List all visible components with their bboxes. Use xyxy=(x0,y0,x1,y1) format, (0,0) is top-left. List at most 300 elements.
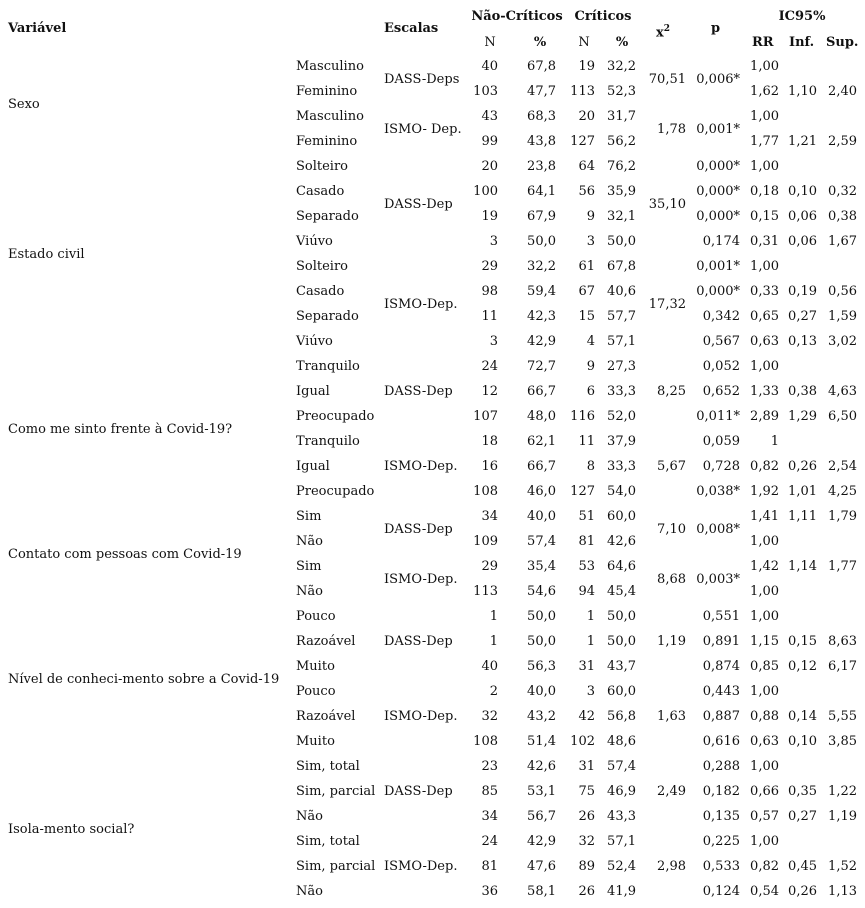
pct-nao-criticos-cell: 35,4 xyxy=(527,559,556,574)
category-cell: Solteiro xyxy=(296,259,349,274)
scale-label: ISMO-Dep. xyxy=(384,859,458,874)
chi-square-cell: 2,98 xyxy=(657,859,686,874)
n-nao-criticos-cell: 3 xyxy=(489,334,498,349)
rr-cell: 1,33 xyxy=(750,384,779,399)
n-criticos-cell: 1 xyxy=(586,634,595,649)
ic-inf-cell xyxy=(785,529,817,554)
rr-cell: 1,00 xyxy=(750,59,779,74)
pct-nao-criticos-cell: 42,9 xyxy=(527,334,556,349)
p-value-cell: 0,342 xyxy=(702,309,740,324)
ic-sup-cell xyxy=(822,354,857,379)
rr-cell: 1,00 xyxy=(750,259,779,274)
pct-nao-criticos-cell: 47,6 xyxy=(527,859,556,874)
n-criticos-cell: 127 xyxy=(570,134,595,149)
chi-square-cell: 35,10 xyxy=(648,196,686,212)
variable-label: Contato com pessoas com Covid-19 xyxy=(8,546,242,562)
ic-sup-cell: 1,77 xyxy=(828,559,857,574)
rr-cell: 1 xyxy=(770,434,779,449)
header-pct-nao-criticos: % xyxy=(533,35,547,50)
category-cell: Razoável xyxy=(296,634,356,649)
n-criticos-cell: 89 xyxy=(578,859,595,874)
p-value-cell: 0,052 xyxy=(702,359,740,374)
ic-sup-cell: 1,19 xyxy=(828,809,857,824)
n-nao-criticos-cell: 29 xyxy=(481,559,498,574)
rr-cell: 0,33 xyxy=(750,284,779,299)
ic-inf-cell xyxy=(785,429,817,454)
chi-square-cell: 2,49 xyxy=(657,784,686,799)
pct-criticos-cell: 46,9 xyxy=(607,784,636,799)
ic-sup-cell xyxy=(822,604,857,629)
pct-nao-criticos-cell: 43,2 xyxy=(527,709,556,724)
p-value-cell: 0,551 xyxy=(702,609,740,624)
p-value-cell: 0,000* xyxy=(696,159,740,174)
n-criticos-cell: 4 xyxy=(586,334,595,349)
pct-criticos-cell: 43,3 xyxy=(607,809,636,824)
ic-inf-cell: 0,27 xyxy=(788,809,817,824)
ic-sup-cell: 3,85 xyxy=(828,734,857,749)
chi-square-cell: 1,63 xyxy=(657,709,686,724)
rr-cell: 0,15 xyxy=(750,209,779,224)
header-n-nao-criticos: N xyxy=(484,35,496,50)
n-nao-criticos-cell: 108 xyxy=(473,734,498,749)
category-cell: Sim, total xyxy=(296,834,360,849)
chi-square-cell: 70,51 xyxy=(648,71,686,87)
header-inf: Inf. xyxy=(789,35,815,50)
rr-cell: 0,66 xyxy=(750,784,779,799)
category-cell: Tranquilo xyxy=(296,359,360,374)
n-nao-criticos-cell: 34 xyxy=(481,509,498,524)
n-nao-criticos-cell: 81 xyxy=(481,859,498,874)
pct-nao-criticos-cell: 50,0 xyxy=(527,234,556,249)
pct-nao-criticos-cell: 46,0 xyxy=(527,484,556,499)
variable-label: Sexo xyxy=(8,96,40,112)
n-criticos-cell: 31 xyxy=(578,659,595,674)
pct-nao-criticos-cell: 40,0 xyxy=(527,509,556,524)
scale-label: ISMO-Dep. xyxy=(384,459,458,474)
n-criticos-cell: 51 xyxy=(578,509,595,524)
pct-nao-criticos-cell: 51,4 xyxy=(527,734,556,749)
pct-criticos-cell: 33,3 xyxy=(607,384,636,399)
n-criticos-cell: 75 xyxy=(578,784,595,799)
n-criticos-cell: 61 xyxy=(578,259,595,274)
ic-sup-cell: 5,55 xyxy=(828,709,857,724)
pct-criticos-cell: 57,7 xyxy=(607,309,636,324)
pct-criticos-cell: 31,7 xyxy=(607,109,636,124)
ic-inf-cell xyxy=(785,154,817,179)
n-nao-criticos-cell: 100 xyxy=(473,184,498,199)
ic-sup-cell: 4,63 xyxy=(828,384,857,399)
category-cell: Igual xyxy=(296,459,330,474)
pct-nao-criticos-cell: 48,0 xyxy=(527,409,556,424)
n-nao-criticos-cell: 23 xyxy=(481,759,498,774)
n-nao-criticos-cell: 3 xyxy=(489,234,498,249)
rr-cell: 1,92 xyxy=(750,484,779,499)
category-cell: Viúvo xyxy=(296,334,333,349)
category-cell: Não xyxy=(296,534,323,549)
n-criticos-cell: 1 xyxy=(586,609,595,624)
variable-label: Nível de conheci-mento sobre a Covid-19 xyxy=(8,671,280,687)
chi-square-cell: 1,78 xyxy=(657,121,686,137)
pct-criticos-cell: 56,8 xyxy=(607,709,636,724)
pct-criticos-cell: 60,0 xyxy=(607,509,636,524)
pct-nao-criticos-cell: 66,7 xyxy=(527,384,556,399)
rr-cell: 1,00 xyxy=(750,359,779,374)
chi-square-cell: 5,67 xyxy=(657,459,686,474)
rr-cell: 0,85 xyxy=(750,659,779,674)
n-nao-criticos-cell: 99 xyxy=(481,134,498,149)
chi-square-cell: 1,19 xyxy=(657,634,686,649)
ic-sup-cell xyxy=(822,254,857,279)
ic-inf-cell xyxy=(785,579,817,604)
header-sup: Sup. xyxy=(826,35,859,50)
pct-criticos-cell: 52,3 xyxy=(607,84,636,99)
rr-cell: 0,82 xyxy=(750,859,779,874)
pct-nao-criticos-cell: 42,6 xyxy=(527,759,556,774)
category-cell: Preocupado xyxy=(296,409,375,424)
n-criticos-cell: 9 xyxy=(586,209,595,224)
variable-label: Isola-mento social? xyxy=(8,821,135,837)
n-criticos-cell: 113 xyxy=(570,84,595,99)
pct-criticos-cell: 67,8 xyxy=(607,259,636,274)
ic-sup-cell: 1,79 xyxy=(828,509,857,524)
header-ic95: IC95% xyxy=(778,9,826,24)
pct-nao-criticos-cell: 67,8 xyxy=(527,59,556,74)
scale-label: DASS-Deps xyxy=(384,71,460,87)
n-nao-criticos-cell: 107 xyxy=(473,409,498,424)
category-cell: Pouco xyxy=(296,609,336,624)
p-value-cell: 0,288 xyxy=(702,759,740,774)
p-value-cell: 0,728 xyxy=(702,459,740,474)
category-cell: Separado xyxy=(296,209,359,224)
rr-cell: 1,00 xyxy=(750,834,779,849)
n-nao-criticos-cell: 108 xyxy=(473,484,498,499)
n-criticos-cell: 64 xyxy=(578,159,595,174)
pct-nao-criticos-cell: 56,3 xyxy=(527,659,556,674)
pct-criticos-cell: 43,7 xyxy=(607,659,636,674)
ic-sup-cell: 4,25 xyxy=(828,484,857,499)
ic-sup-cell: 2,59 xyxy=(828,134,857,149)
ic-inf-cell: 0,06 xyxy=(788,234,817,249)
category-cell: Muito xyxy=(296,734,335,749)
ic-sup-cell: 0,38 xyxy=(828,209,857,224)
n-criticos-cell: 81 xyxy=(578,534,595,549)
n-nao-criticos-cell: 19 xyxy=(481,209,498,224)
p-value-cell: 0,000* xyxy=(696,284,740,299)
ic-inf-cell: 1,21 xyxy=(788,134,817,149)
ic-inf-cell: 0,26 xyxy=(788,459,817,474)
p-value-cell: 0,006* xyxy=(696,71,740,87)
n-nao-criticos-cell: 32 xyxy=(481,709,498,724)
ic-inf-cell: 1,10 xyxy=(788,84,817,99)
pct-nao-criticos-cell: 68,3 xyxy=(527,109,556,124)
header-nao-criticos: Não-Críticos xyxy=(471,9,563,24)
category-cell: Masculino xyxy=(296,109,364,124)
ic-inf-cell: 0,06 xyxy=(788,209,817,224)
p-value-cell: 0,652 xyxy=(702,384,740,399)
ic-sup-cell xyxy=(822,104,857,129)
pct-criticos-cell: 64,6 xyxy=(607,559,636,574)
chi-square-cell: 7,10 xyxy=(657,521,686,537)
scale-label: DASS-Dep xyxy=(384,196,453,212)
n-nao-criticos-cell: 2 xyxy=(489,684,498,699)
n-nao-criticos-cell: 98 xyxy=(481,284,498,299)
p-value-cell: 0,011* xyxy=(696,409,740,424)
ic-sup-cell xyxy=(822,429,857,454)
pct-nao-criticos-cell: 59,4 xyxy=(527,284,556,299)
n-criticos-cell: 26 xyxy=(578,884,595,899)
n-criticos-cell: 26 xyxy=(578,809,595,824)
ic-sup-cell: 1,22 xyxy=(828,784,857,799)
n-nao-criticos-cell: 18 xyxy=(481,434,498,449)
ic-sup-cell xyxy=(822,54,857,79)
n-nao-criticos-cell: 11 xyxy=(481,309,498,324)
scale-label: DASS-Dep xyxy=(384,521,453,537)
header-pct-criticos: % xyxy=(615,35,629,50)
n-criticos-cell: 9 xyxy=(586,359,595,374)
pct-nao-criticos-cell: 62,1 xyxy=(527,434,556,449)
pct-nao-criticos-cell: 58,1 xyxy=(527,884,556,899)
pct-nao-criticos-cell: 50,0 xyxy=(527,609,556,624)
n-nao-criticos-cell: 40 xyxy=(481,59,498,74)
p-value-cell: 0,001* xyxy=(696,259,740,274)
ic-sup-cell: 0,32 xyxy=(828,184,857,199)
header-n-criticos: N xyxy=(578,35,590,50)
pct-criticos-cell: 37,9 xyxy=(607,434,636,449)
ic-sup-cell: 2,40 xyxy=(828,84,857,99)
variable-label: Como me sinto frente à Covid-19? xyxy=(8,421,233,437)
ic-sup-cell: 8,63 xyxy=(828,634,857,649)
n-criticos-cell: 94 xyxy=(578,584,595,599)
ic-inf-cell: 0,15 xyxy=(788,634,817,649)
ic-inf-cell: 0,13 xyxy=(788,334,817,349)
ic-sup-cell: 1,52 xyxy=(828,859,857,874)
ic-sup-cell: 1,67 xyxy=(828,234,857,249)
pct-criticos-cell: 52,0 xyxy=(607,409,636,424)
ic-inf-cell xyxy=(785,104,817,129)
pct-criticos-cell: 50,0 xyxy=(607,234,636,249)
n-nao-criticos-cell: 16 xyxy=(481,459,498,474)
ic-inf-cell xyxy=(785,254,817,279)
rr-cell: 1,15 xyxy=(750,634,779,649)
ic-sup-cell xyxy=(822,579,857,604)
ic-sup-cell: 3,02 xyxy=(828,334,857,349)
n-nao-criticos-cell: 20 xyxy=(481,159,498,174)
p-value-cell: 0,443 xyxy=(702,684,740,699)
scale-label: ISMO- Dep. xyxy=(384,121,462,137)
ic-inf-cell: 0,26 xyxy=(788,884,817,899)
category-cell: Feminino xyxy=(296,134,358,149)
scale-label: DASS-Dep xyxy=(384,384,453,399)
n-criticos-cell: 42 xyxy=(578,709,595,724)
n-criticos-cell: 32 xyxy=(578,834,595,849)
ic-inf-cell xyxy=(785,754,817,779)
pct-criticos-cell: 48,6 xyxy=(607,734,636,749)
ic-inf-cell: 0,19 xyxy=(788,284,817,299)
category-cell: Sim xyxy=(296,509,322,524)
p-value-cell: 0,038* xyxy=(696,484,740,499)
n-criticos-cell: 102 xyxy=(570,734,595,749)
rr-cell: 0,57 xyxy=(750,809,779,824)
ic-sup-cell: 1,59 xyxy=(828,309,857,324)
ic-inf-cell xyxy=(785,679,817,704)
n-criticos-cell: 56 xyxy=(578,184,595,199)
ic-inf-cell: 1,11 xyxy=(788,509,817,524)
n-nao-criticos-cell: 12 xyxy=(481,384,498,399)
ic-inf-cell xyxy=(785,354,817,379)
n-nao-criticos-cell: 34 xyxy=(481,809,498,824)
category-cell: Masculino xyxy=(296,59,364,74)
pct-criticos-cell: 32,2 xyxy=(607,59,636,74)
pct-nao-criticos-cell: 56,7 xyxy=(527,809,556,824)
n-criticos-cell: 127 xyxy=(570,484,595,499)
category-cell: Viúvo xyxy=(296,234,333,249)
n-nao-criticos-cell: 85 xyxy=(481,784,498,799)
pct-criticos-cell: 45,4 xyxy=(607,584,636,599)
pct-nao-criticos-cell: 23,8 xyxy=(527,159,556,174)
pct-criticos-cell: 52,4 xyxy=(607,859,636,874)
pct-nao-criticos-cell: 40,0 xyxy=(527,684,556,699)
variable-label: Estado civil xyxy=(8,246,85,262)
scale-label: ISMO-Dep. xyxy=(384,571,458,587)
n-criticos-cell: 20 xyxy=(578,109,595,124)
rr-cell: 1,00 xyxy=(750,684,779,699)
rr-cell: 0,18 xyxy=(750,184,779,199)
category-cell: Não xyxy=(296,809,323,824)
pct-nao-criticos-cell: 43,8 xyxy=(527,134,556,149)
rr-cell: 0,63 xyxy=(750,734,779,749)
pct-nao-criticos-cell: 42,3 xyxy=(527,309,556,324)
ic-sup-cell xyxy=(822,754,857,779)
category-cell: Sim, parcial xyxy=(296,784,376,799)
chi-square-cell: 17,32 xyxy=(648,296,686,312)
rr-cell: 1,77 xyxy=(750,134,779,149)
ic-sup-cell: 2,54 xyxy=(828,459,857,474)
n-nao-criticos-cell: 1 xyxy=(489,609,498,624)
p-value-cell: 0,135 xyxy=(702,809,740,824)
p-value-cell: 0,174 xyxy=(702,234,740,249)
p-value-cell: 0,874 xyxy=(702,659,740,674)
n-criticos-cell: 53 xyxy=(578,559,595,574)
pct-nao-criticos-cell: 50,0 xyxy=(527,634,556,649)
header-escalas: Escalas xyxy=(384,21,439,36)
header-p: p xyxy=(711,21,721,36)
n-nao-criticos-cell: 1 xyxy=(489,634,498,649)
pct-criticos-cell: 42,6 xyxy=(607,534,636,549)
category-cell: Razoável xyxy=(296,709,356,724)
ic-inf-cell: 1,14 xyxy=(788,559,817,574)
ic-sup-cell xyxy=(822,154,857,179)
ic-inf-cell: 0,35 xyxy=(788,784,817,799)
chi-square-cell: 8,25 xyxy=(657,384,686,399)
scale-label: ISMO-Dep. xyxy=(384,296,458,312)
pct-nao-criticos-cell: 42,9 xyxy=(527,834,556,849)
n-nao-criticos-cell: 103 xyxy=(473,84,498,99)
rr-cell: 0,31 xyxy=(750,234,779,249)
pct-criticos-cell: 50,0 xyxy=(607,634,636,649)
p-value-cell: 0,891 xyxy=(702,634,740,649)
ic-inf-cell: 0,38 xyxy=(788,384,817,399)
pct-criticos-cell: 50,0 xyxy=(607,609,636,624)
pct-criticos-cell: 76,2 xyxy=(607,159,636,174)
rr-cell: 1,00 xyxy=(750,609,779,624)
ic-inf-cell xyxy=(785,829,817,854)
n-nao-criticos-cell: 24 xyxy=(481,359,498,374)
header-variavel: Variável xyxy=(8,21,67,36)
n-criticos-cell: 3 xyxy=(586,234,595,249)
ic-inf-cell xyxy=(785,54,817,79)
rr-cell: 0,54 xyxy=(750,884,779,899)
pct-criticos-cell: 60,0 xyxy=(607,684,636,699)
header-chi-square: $x^2$ xyxy=(656,24,671,41)
pct-criticos-cell: 32,1 xyxy=(607,209,636,224)
ic-sup-cell xyxy=(822,829,857,854)
category-cell: Separado xyxy=(296,309,359,324)
ic-inf-cell: 0,27 xyxy=(788,309,817,324)
ic-sup-cell: 6,17 xyxy=(828,659,857,674)
n-criticos-cell: 8 xyxy=(586,459,595,474)
rr-cell: 1,00 xyxy=(750,584,779,599)
p-value-cell: 0,000* xyxy=(696,184,740,199)
pct-criticos-cell: 33,3 xyxy=(607,459,636,474)
rr-cell: 1,00 xyxy=(750,109,779,124)
category-cell: Tranquilo xyxy=(296,434,360,449)
n-criticos-cell: 6 xyxy=(586,384,595,399)
pct-criticos-cell: 40,6 xyxy=(607,284,636,299)
category-cell: Sim, total xyxy=(296,759,360,774)
p-value-cell: 0,003* xyxy=(696,571,740,587)
n-nao-criticos-cell: 40 xyxy=(481,659,498,674)
p-value-cell: 0,616 xyxy=(702,734,740,749)
p-value-cell: 0,124 xyxy=(702,884,740,899)
category-cell: Sim, parcial xyxy=(296,859,376,874)
pct-criticos-cell: 57,4 xyxy=(607,759,636,774)
pct-criticos-cell: 54,0 xyxy=(607,484,636,499)
n-nao-criticos-cell: 24 xyxy=(481,834,498,849)
pct-nao-criticos-cell: 67,9 xyxy=(527,209,556,224)
category-cell: Não xyxy=(296,884,323,899)
ic-sup-cell xyxy=(822,529,857,554)
pct-nao-criticos-cell: 54,6 xyxy=(527,584,556,599)
pct-nao-criticos-cell: 72,7 xyxy=(527,359,556,374)
p-value-cell: 0,533 xyxy=(702,859,740,874)
p-value-cell: 0,000* xyxy=(696,209,740,224)
p-value-cell: 0,008* xyxy=(696,521,740,537)
rr-cell: 1,41 xyxy=(750,509,779,524)
ic-sup-cell xyxy=(822,679,857,704)
ic-inf-cell xyxy=(785,604,817,629)
n-criticos-cell: 31 xyxy=(578,759,595,774)
n-criticos-cell: 3 xyxy=(586,684,595,699)
p-value-cell: 0,225 xyxy=(702,834,740,849)
p-value-cell: 0,001* xyxy=(696,121,740,137)
scale-label: DASS-Dep xyxy=(384,634,453,649)
pct-criticos-cell: 57,1 xyxy=(607,334,636,349)
n-nao-criticos-cell: 36 xyxy=(481,884,498,899)
rr-cell: 1,62 xyxy=(750,84,779,99)
pct-nao-criticos-cell: 66,7 xyxy=(527,459,556,474)
pct-nao-criticos-cell: 32,2 xyxy=(527,259,556,274)
category-cell: Solteiro xyxy=(296,159,349,174)
header-criticos: Críticos xyxy=(574,9,632,24)
category-cell: Pouco xyxy=(296,684,336,699)
n-nao-criticos-cell: 43 xyxy=(481,109,498,124)
pct-criticos-cell: 27,3 xyxy=(607,359,636,374)
n-criticos-cell: 15 xyxy=(578,309,595,324)
rr-cell: 2,89 xyxy=(750,409,779,424)
category-cell: Igual xyxy=(296,384,330,399)
ic-inf-cell: 0,45 xyxy=(788,859,817,874)
rr-cell: 0,65 xyxy=(750,309,779,324)
